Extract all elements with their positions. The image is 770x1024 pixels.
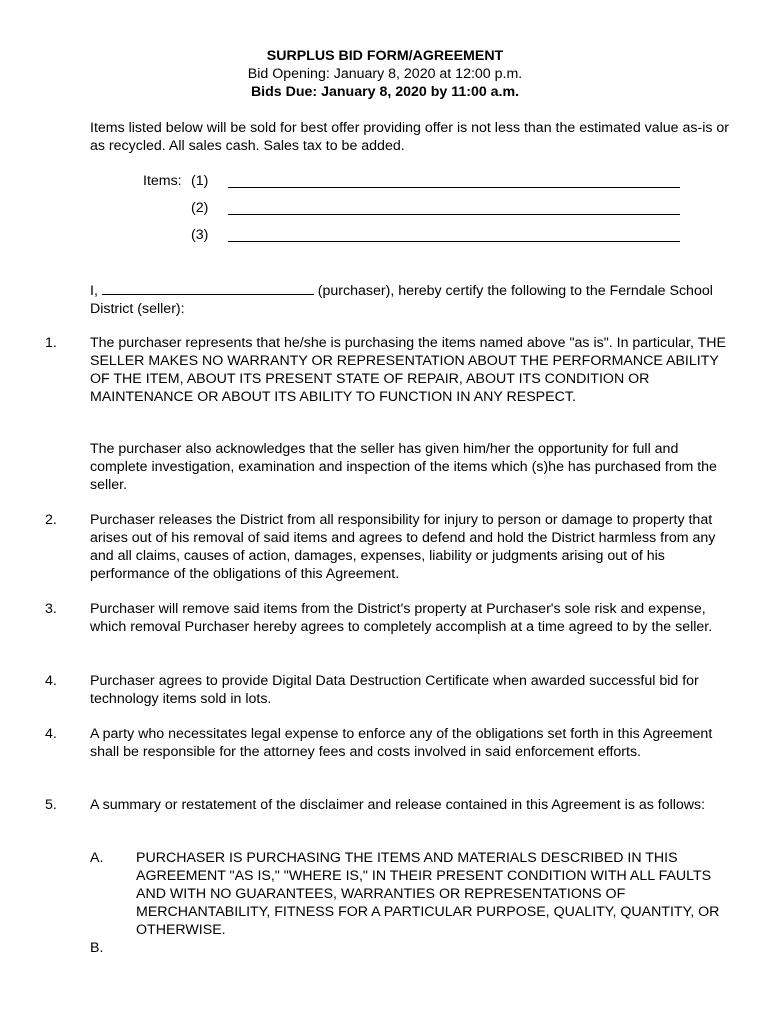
subclause-text: PURCHASER IS PURCHASING THE ITEMS AND MATERIALS DESCRIBED IN THIS AGREEMENT "AS IS," "WHERE IS," IN THEIR PRESENT CONDITION WITH ALL FAULTS AND WITH NO GUARANTEES, WARRANTIES OR REPRESENTATIONS OF MERCHANTABILITY, FITNESS FOR A PARTICULAR PURPOSE, QUALITY, QUANTITY, OR OTHERWISE. <box>136 850 720 938</box>
certification-paragraph <box>90 280 730 318</box>
item-3-blank-line[interactable] <box>228 241 680 242</box>
items-list <box>143 172 683 253</box>
item-row <box>143 172 683 199</box>
clause-text: A party who necessitates legal expense to enforce any of the obligations set forth in this Agreement shall be responsible for the attorney fees and costs involved in said enforcement efforts. <box>90 726 713 760</box>
item-number: (1) <box>191 173 209 189</box>
clause-text: A summary or restatement of the disclaimer and release contained in this Agreement is as follows: <box>90 797 706 813</box>
intro-paragraph: Items listed below will be sold for best offer providing offer is not less than the estimated value as-is or as recycled. All sales cash. Sales tax to be added. <box>90 120 730 154</box>
bid-opening: Bid Opening: January 8, 2020 at 12:00 p.m. <box>247 66 523 82</box>
form-title: SURPLUS BID FORM/AGREEMENT <box>266 48 504 64</box>
clause-number: 4. <box>45 726 57 742</box>
clause-text: Purchaser will remove said items from the District's property at Purchaser's sole risk and expense, which removal Purchaser hereby agrees to completely accomplish at a time agreed to by the seller. <box>90 601 713 635</box>
purchaser-name-blank[interactable] <box>102 280 314 295</box>
clause-number: 4. <box>45 673 57 689</box>
item-row <box>143 199 683 226</box>
subclause-letter: A. <box>90 850 104 866</box>
item-1-blank-line[interactable] <box>228 187 680 188</box>
clause-number: 2. <box>45 512 57 528</box>
clause-text: The purchaser represents that he/she is purchasing the items named above "as is". In particular, THE SELLER MAKES NO WARRANTY OR REPRESENTATION ABOUT THE PERFORMANCE ABILITY OF THE ITEM, ABOUT ITS PRESENT STATE OF REPAIR, ABOUT ITS CONDITION OR MAINTENANCE OR ABOUT ITS ABILITY TO FUNCTION IN ANY RESPECT. <box>90 335 726 405</box>
clause-text: Purchaser agrees to provide Digital Data Destruction Certificate when awarded successful bid for technology items sold in lots. <box>90 673 699 707</box>
item-row <box>143 226 683 253</box>
certify-suffix: (purchaser), hereby certify the following to the Ferndale School District (seller): <box>90 283 713 317</box>
item-2-blank-line[interactable] <box>228 214 680 215</box>
clause-text: The purchaser also acknowledges that the seller has given him/her the opportunity for full and complete investigation, examination and inspection of the items which (s)he has purchased from the seller. <box>90 441 717 493</box>
item-number: (3) <box>191 227 209 243</box>
clause-number: 5. <box>45 797 57 813</box>
clause-number: 1. <box>45 335 57 351</box>
document-header <box>0 47 770 101</box>
clause-number: 3. <box>45 601 57 617</box>
items-label: Items: <box>143 173 182 189</box>
clause-text: Purchaser releases the District from all responsibility for injury to person or damage to property that arises out of his removal of said items and agrees to defend and hold the District harmless from any and all claims, causes of action, damages, expenses, liability or judgments arising out of his performance of the obligations of this Agreement. <box>90 512 716 582</box>
bids-due: Bids Due: January 8, 2020 by 11:00 a.m. <box>250 84 520 100</box>
subclause-letter: B. <box>90 940 104 956</box>
certify-prefix: I, <box>90 283 98 299</box>
item-number: (2) <box>191 200 209 216</box>
